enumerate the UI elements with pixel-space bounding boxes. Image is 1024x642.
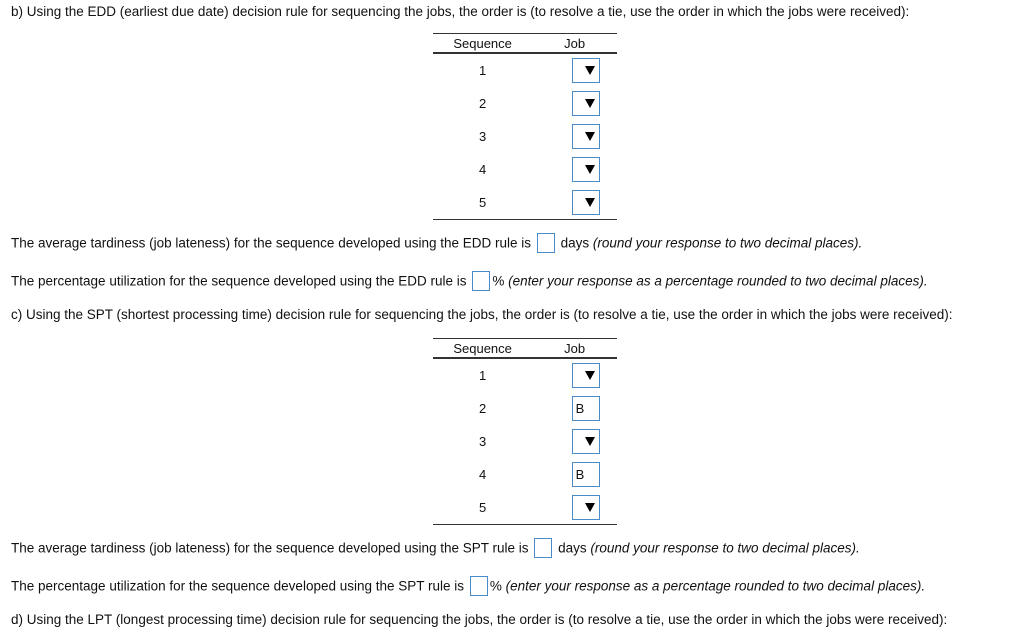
table-row <box>433 153 617 186</box>
job-dropdown[interactable] <box>572 124 600 149</box>
sequence-number: 4 <box>479 162 487 177</box>
sequence-number: 5 <box>433 491 532 525</box>
job-dropdown[interactable] <box>572 190 600 215</box>
sequence-number: 3 <box>479 129 487 144</box>
part-c-question: c) Using the SPT (shortest processing time) decision rule for sequencing the jobs, the order is (to resolve a tie, use the order in which the jobs were received): <box>11 307 953 322</box>
job-header: Job <box>532 34 617 54</box>
job-dropdown[interactable] <box>572 495 600 520</box>
part-d-question: d) Using the LPT (longest processing time) decision rule for sequencing the jobs, the order is (to resolve a tie, use the order in which the jobs were received): <box>11 612 948 627</box>
table-row <box>433 186 617 220</box>
table-row <box>433 120 617 153</box>
sequence-header: Sequence <box>433 34 532 54</box>
dropdown-arrow-icon <box>585 198 595 207</box>
part-b-question: b) Using the EDD (earliest due date) decision rule for sequencing the jobs, the order is (to resolve a tie, use the order in which the jobs were received): <box>11 4 910 19</box>
spt-utilization-line: The percentage utilization for the sequence developed using the SPT rule is % (enter your response as a percentage rounded to two decimal places). <box>11 577 925 597</box>
dropdown-arrow-icon <box>585 165 595 174</box>
edd-sequence-table <box>433 33 617 220</box>
job-dropdown[interactable] <box>572 363 600 388</box>
spt-tardiness-line: The average tardiness (job lateness) for the sequence developed using the SPT rule is days (round your response to two decimal places). <box>11 539 860 559</box>
edd-utilization-input[interactable] <box>472 271 490 291</box>
edd-utilization-line: The percentage utilization for the sequence developed using the EDD rule is % (enter your response as a percentage rounded to two decimal places). <box>11 272 928 292</box>
spt-utilization-input[interactable] <box>470 576 488 596</box>
dropdown-arrow-icon <box>585 132 595 141</box>
table-row <box>433 491 617 525</box>
table-row <box>433 425 617 458</box>
dropdown-arrow-icon <box>585 99 595 108</box>
sequence-header: Sequence <box>433 339 532 359</box>
sequence-number: 2 <box>479 96 487 111</box>
dropdown-arrow-icon <box>585 66 595 75</box>
table-row <box>433 458 617 491</box>
spt-tardiness-input[interactable] <box>534 538 552 558</box>
sequence-number: 2 <box>479 401 487 416</box>
sequence-number: 1 <box>479 63 487 78</box>
job-header: Job <box>532 339 617 359</box>
edd-tardiness-line: The average tardiness (job lateness) for the sequence developed using the EDD rule is days (round your response to two decimal places). <box>11 234 862 254</box>
table-row <box>433 392 617 425</box>
dropdown-arrow-icon <box>585 437 595 446</box>
sequence-number: 4 <box>479 467 487 482</box>
edd-tardiness-input[interactable] <box>537 233 555 253</box>
sequence-number: 3 <box>479 434 487 449</box>
table-row <box>433 53 617 87</box>
job-dropdown[interactable] <box>572 429 600 454</box>
job-dropdown[interactable] <box>572 91 600 116</box>
spt-sequence-table <box>433 338 617 525</box>
sequence-number: 5 <box>433 186 532 220</box>
job-dropdown[interactable] <box>572 157 600 182</box>
sequence-number: 1 <box>479 368 487 383</box>
dropdown-arrow-icon <box>585 371 595 380</box>
job-dropdown[interactable] <box>572 58 600 83</box>
table-row <box>433 87 617 120</box>
table-row <box>433 358 617 392</box>
job-dropdown[interactable]: B <box>572 462 600 487</box>
job-dropdown[interactable]: B <box>572 396 600 421</box>
dropdown-arrow-icon <box>585 503 595 512</box>
